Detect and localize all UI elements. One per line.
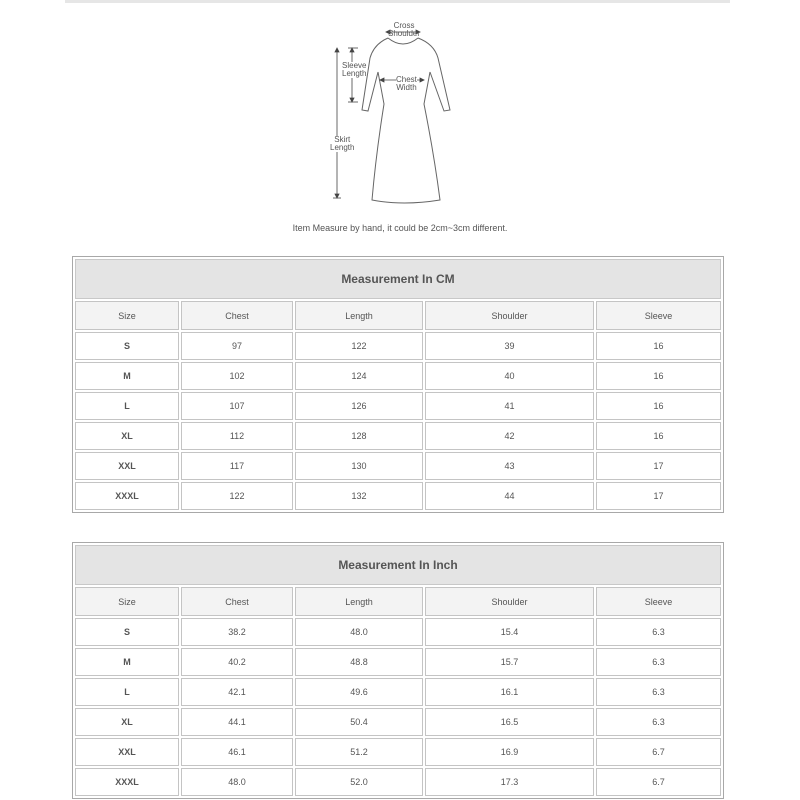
column-header: Size [75,301,179,330]
table-row [75,422,721,450]
column-header: Length [295,587,423,616]
shoulder-cell: 15.4 [425,618,594,646]
size-cell: XXXL [75,482,179,510]
length-cell: 49.6 [295,678,423,706]
size-table-inch [72,542,724,799]
column-header: Shoulder [425,587,594,616]
sleeve-cell: 6.3 [596,618,721,646]
table-row [75,648,721,676]
sleeve-cell: 6.7 [596,768,721,796]
shoulder-cell: 16.5 [425,708,594,736]
table-row [75,708,721,736]
measurement-note: Item Measure by hand, it could be 2cm~3cm different. [292,223,508,233]
shoulder-cell: 39 [425,332,594,360]
sleeve-cell: 6.3 [596,678,721,706]
size-cell: XXL [75,452,179,480]
chest-cell: 122 [181,482,293,510]
shoulder-cell: 43 [425,452,594,480]
chest-cell: 48.0 [181,768,293,796]
length-cell: 126 [295,392,423,420]
table-inch-title: Measurement In Inch [75,545,721,585]
sleeve-cell: 16 [596,332,721,360]
chest-cell: 38.2 [181,618,293,646]
table-row [75,452,721,480]
table-inch-grid [73,585,723,798]
column-header: Sleeve [596,587,721,616]
table-cm-grid [73,299,723,512]
size-cell: XXXL [75,768,179,796]
length-cell: 124 [295,362,423,390]
length-cell: 51.2 [295,738,423,766]
length-cell: 130 [295,452,423,480]
size-cell: L [75,678,179,706]
sleeve-cell: 6.3 [596,648,721,676]
shoulder-cell: 15.7 [425,648,594,676]
chest-cell: 117 [181,452,293,480]
table-row [75,618,721,646]
chest-width-label: Chest Width [396,75,417,92]
shoulder-cell: 17.3 [425,768,594,796]
size-cell: XL [75,708,179,736]
chest-cell: 112 [181,422,293,450]
chest-cell: 107 [181,392,293,420]
table-row [75,362,721,390]
table-row [75,332,721,360]
shoulder-cell: 16.1 [425,678,594,706]
column-header: Shoulder [425,301,594,330]
table-row [75,482,721,510]
table-header-row [75,587,721,616]
chest-cell: 102 [181,362,293,390]
sleeve-cell: 16 [596,362,721,390]
shoulder-cell: 42 [425,422,594,450]
column-header: Chest [181,587,293,616]
sleeve-cell: 16 [596,422,721,450]
shoulder-cell: 16.9 [425,738,594,766]
table-row [75,392,721,420]
sleeve-cell: 17 [596,452,721,480]
length-cell: 50.4 [295,708,423,736]
chest-cell: 44.1 [181,708,293,736]
cross-shoulder-label: Cross Shoulder [388,21,421,38]
chest-cell: 97 [181,332,293,360]
length-cell: 132 [295,482,423,510]
size-cell: L [75,392,179,420]
length-cell: 48.0 [295,618,423,646]
chest-cell: 42.1 [181,678,293,706]
size-cell: M [75,648,179,676]
sleeve-cell: 16 [596,392,721,420]
table-row [75,738,721,766]
column-header: Sleeve [596,301,721,330]
size-cell: M [75,362,179,390]
chest-cell: 46.1 [181,738,293,766]
size-table-cm [72,256,724,513]
column-header: Length [295,301,423,330]
skirt-length-label: Skirt Length [330,135,355,152]
shoulder-cell: 44 [425,482,594,510]
dress-measurement-diagram [300,14,500,210]
length-cell: 128 [295,422,423,450]
table-header-row [75,301,721,330]
sleeve-cell: 6.3 [596,708,721,736]
shoulder-cell: 40 [425,362,594,390]
length-cell: 48.8 [295,648,423,676]
size-cell: XL [75,422,179,450]
shoulder-cell: 41 [425,392,594,420]
sleeve-cell: 17 [596,482,721,510]
table-row [75,678,721,706]
sleeve-length-label: Sleeve Length [342,61,367,78]
dress-outline-icon [300,14,500,210]
size-cell: S [75,332,179,360]
size-cell: S [75,618,179,646]
column-header: Size [75,587,179,616]
table-cm-title: Measurement In CM [75,259,721,299]
column-header: Chest [181,301,293,330]
top-divider [65,0,730,3]
length-cell: 52.0 [295,768,423,796]
chest-cell: 40.2 [181,648,293,676]
table-row [75,768,721,796]
sleeve-cell: 6.7 [596,738,721,766]
length-cell: 122 [295,332,423,360]
size-cell: XXL [75,738,179,766]
